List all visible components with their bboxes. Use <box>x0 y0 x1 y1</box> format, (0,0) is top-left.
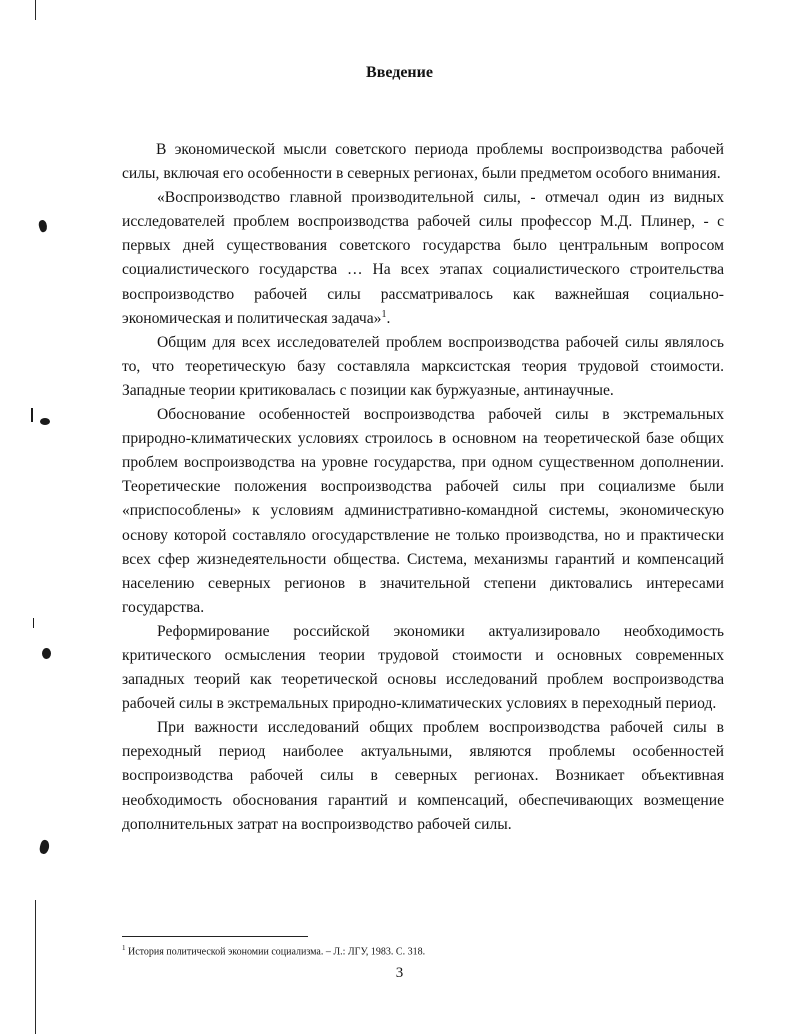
footnote-number: 1 <box>122 944 126 952</box>
footnote <box>122 944 425 957</box>
paragraph: При важности исследований общих проблем воспроизводства рабочей силы в переходный период наиболее актуальными, являются проблемы особенностей воспроизводства рабочей силы в северных регионах. Возникает объективная необходимость обоснования гарантий и компенсаций, обеспечивающих возмещение дополнительных затрат на воспроизводство рабочей силы. <box>122 719 724 833</box>
scan-edge-line-top <box>35 0 36 20</box>
paragraph: Обоснование особенностей воспроизводства рабочей силы в экстремальных природно-климатических условиях строилось в основном на теоретической базе общих проблем воспроизводства на уровне государства, при одном существенном дополнении. Теоретические положения воспроизводства рабочей силы при социализме были «приспособлены» к условиям административно-командной системы, экономическую основу которой составляло огосударствление не только производства, но и практически всех сфер жизнедеятельности общества. Система, механизмы гарантий и компенсаций населению северных регионов в значительной степени диктовались интересами государства. <box>122 406 724 616</box>
scan-mark <box>31 408 33 422</box>
body-text <box>122 138 724 837</box>
paragraph: В экономической мысли советского периода проблемы воспроизводства рабочей силы, включая его особенности в северных регионах, были предметом особого внимания. <box>122 141 724 183</box>
scan-mark <box>40 418 50 425</box>
scan-mark <box>42 648 51 659</box>
page-title: Введение <box>366 64 433 81</box>
paragraph: Реформирование российской экономики актуализировало необходимость критического осмысления теории трудовой стоимости и основных современных западных теорий как теоретической основы исследований проблем воспроизводства рабочей силы в экстремальных природно-климатических условиях в переходный период. <box>122 622 724 713</box>
quote-end: . <box>386 309 391 327</box>
footnote-reference: 1 <box>381 308 387 320</box>
scan-mark <box>38 839 50 855</box>
footnote-divider <box>122 936 308 937</box>
page-number: 3 <box>395 965 404 981</box>
scan-mark <box>37 219 49 233</box>
quote-text: «Воспроизводство главной производительной силы, - отмечал один из видных исследователей проблем воспроизводства рабочей силы профессор М.Д. Плинер, - с первых дней существования советского государства было центральным вопросом социалистического государства … На всех этапах социалистического строительства воспроизводство рабочей силы рассматривалось как важнейшая социально-экономическая и политическая задача» <box>122 189 724 327</box>
paragraph: Общим для всех исследователей проблем воспроизводства рабочей силы являлось то, что теоретическую базу составляла марксистская теория трудовой стоимости. Западные теории критиковалась с позиции как буржуазные, антинаучные. <box>122 333 724 399</box>
scan-mark <box>33 618 34 628</box>
footnote-text: История политической экономии социализма. – Л.: ЛГУ, 1983. С. 318. <box>128 946 426 958</box>
paragraph-quote <box>122 186 724 331</box>
